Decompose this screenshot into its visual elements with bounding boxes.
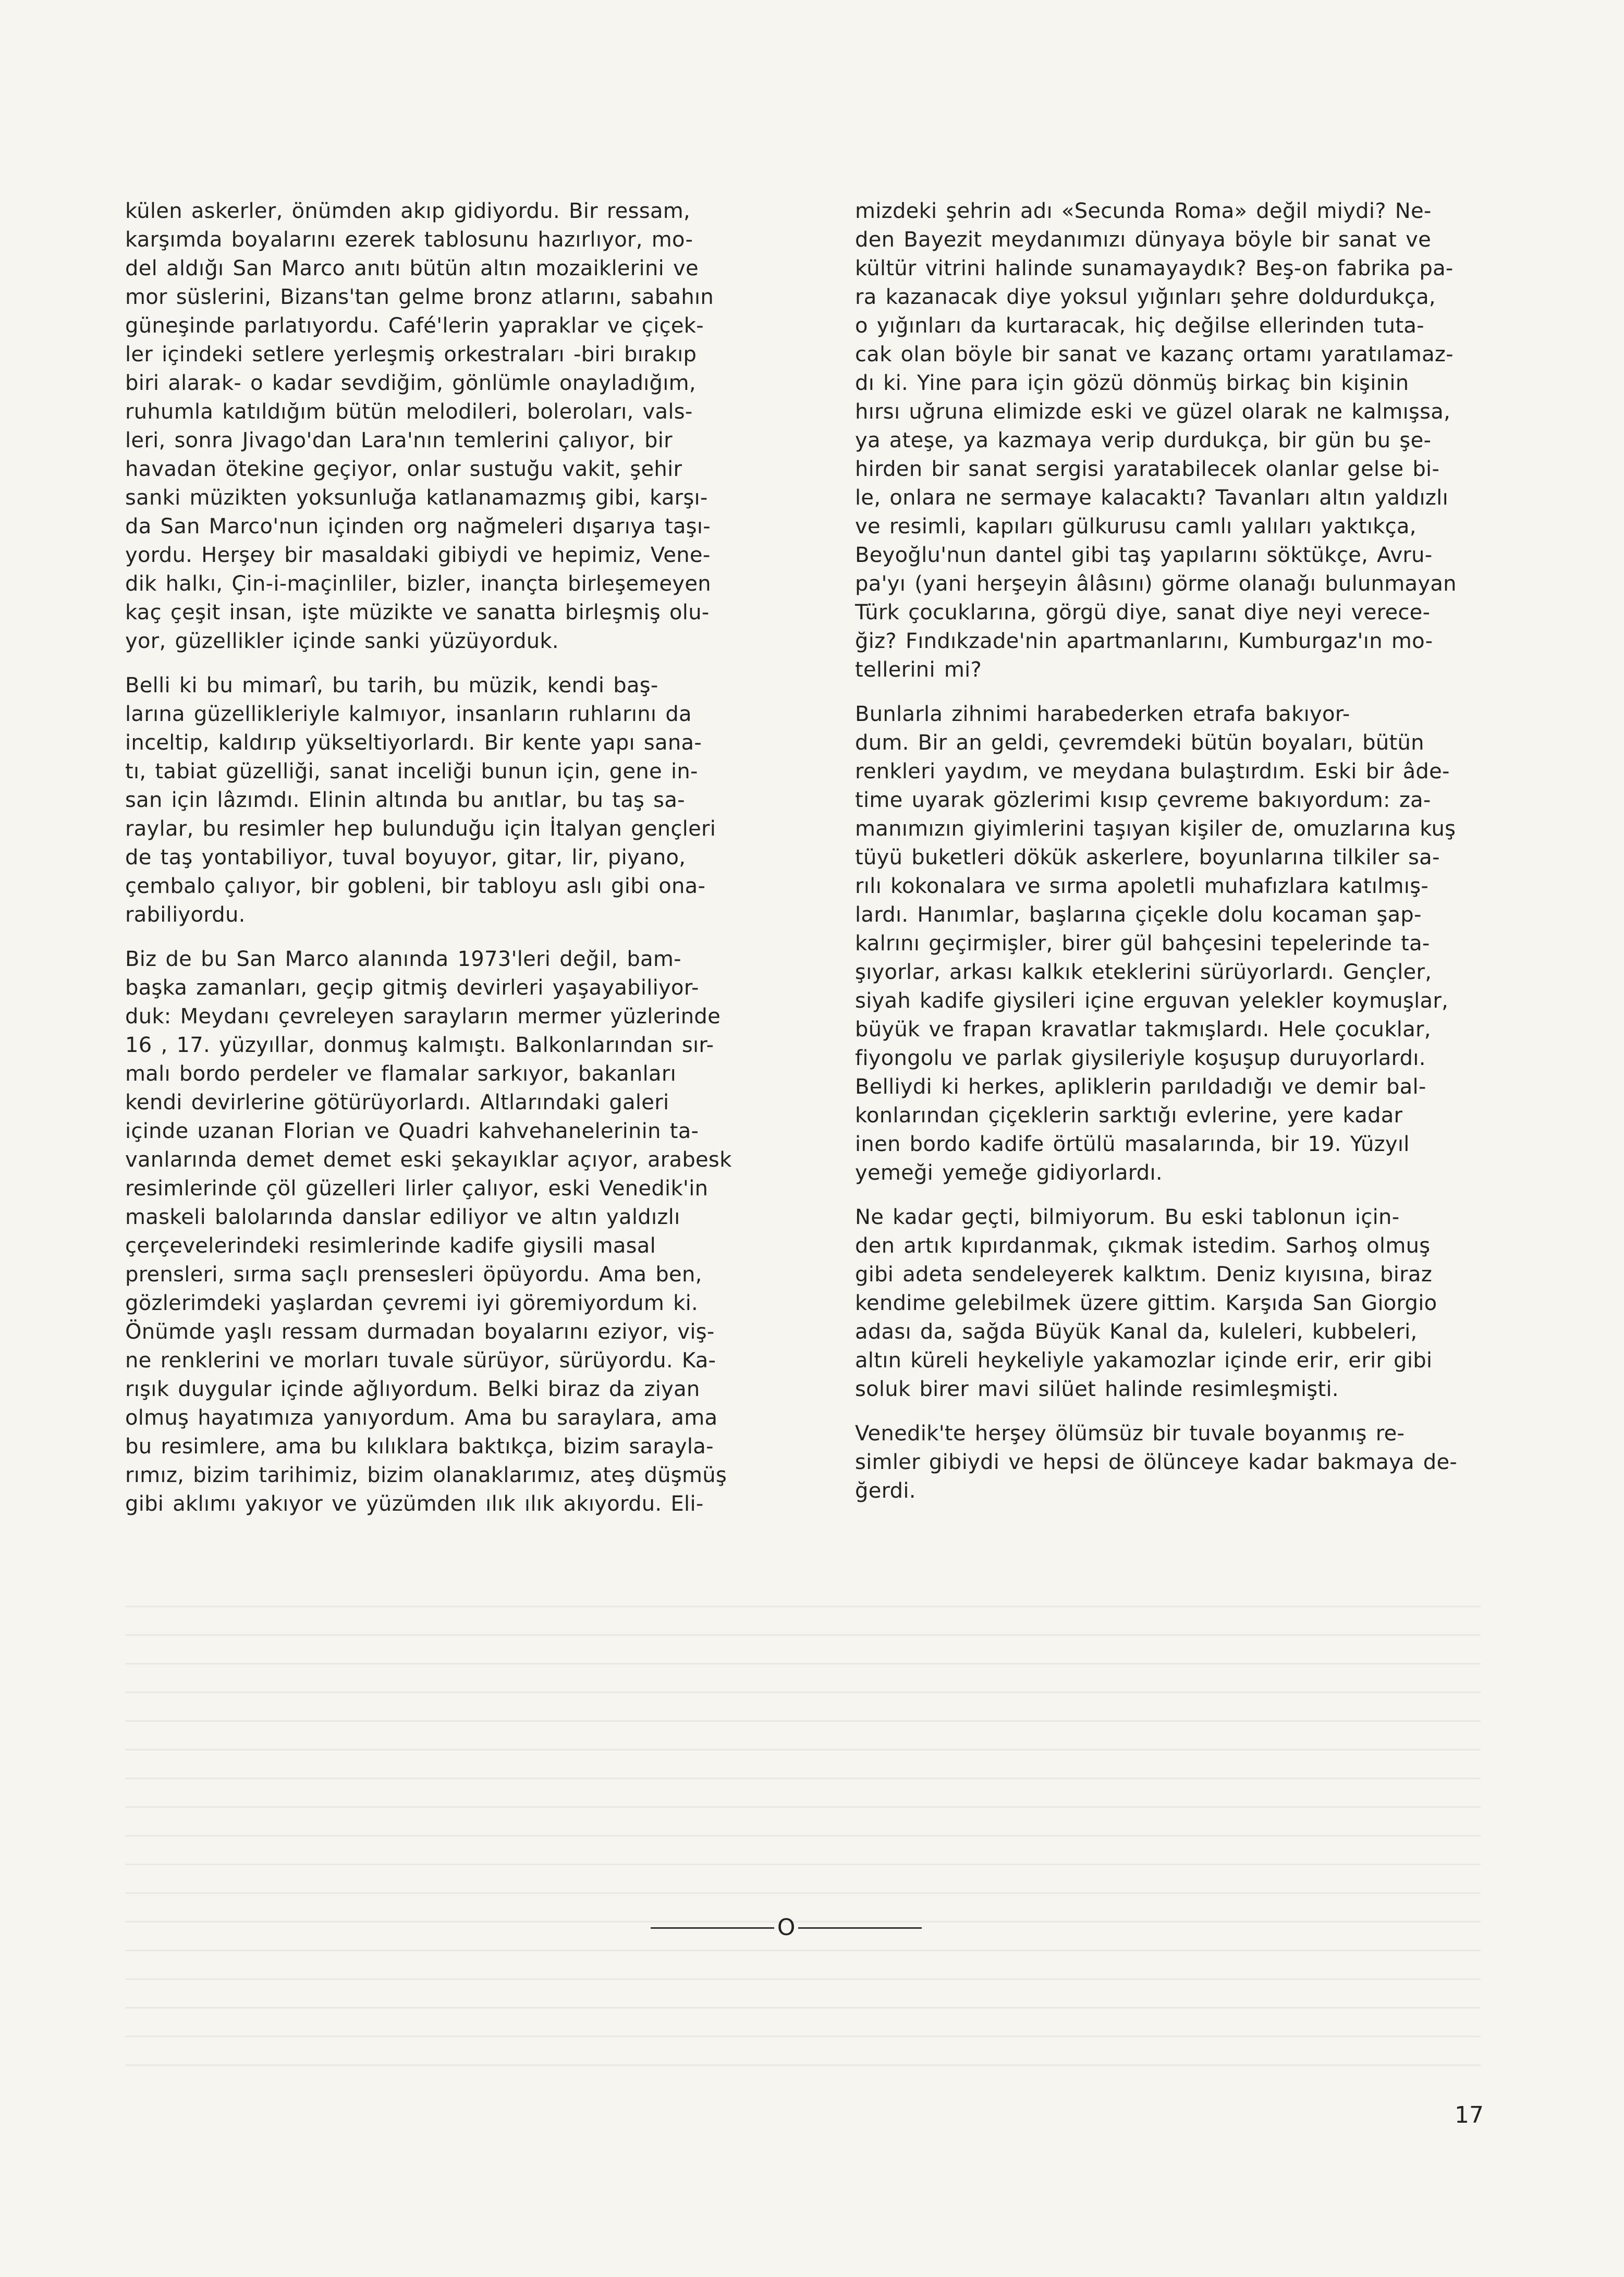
separator-rule-left	[651, 1927, 774, 1929]
left-column	[125, 197, 777, 1534]
separator-rule-right	[798, 1927, 922, 1929]
right-paragraph-1: mizdeki şehrin adı «Secunda Roma» değil miydi? Ne- den Bayezit meydanımızı dünyaya böyle bir sanat ve kültür vitrini halinde sunamayaydık? Beş-on fabrika pa- ra kazanacak diye yoksul yığınları şehre doldurdukça, o yığınları da kurtaracak, hiç değilse ellerinden tuta- cak olan böyle bir sanat ve kazanç ortamı yaratılamaz- dı ki. Yine para için gözü dönmüş birkaç bin kişinin hırsı uğruna elimizde eski ve güzel olarak ne kalmışsa, ya ateşe, ya kazmaya verip durdukça, bir gün bu şe- hirden bir sanat sergisi yaratabilecek olanlar gelse bi- le, onlara ne sermaye kalacaktı? Tavanları altın yaldızlı ve resimli, kapıları gülkurusu camlı yalıları yaktıkça, Beyoğlu'nun dantel gibi taş yapılarını söktükçe, Avru- pa'yı (yani herşeyin âlâsını) görme olanağı bulunmayan Türk çocuklarına, görgü diye, sanat diye neyi verece- ğiz? Fındıkzade'nin apartmanlarını, Kumburgaz'ın mo- tellerini mi?	[855, 199, 1457, 682]
separator-mark: O	[777, 1914, 796, 1941]
right-paragraph-4: Venedik'te herşey ölümsüz bir tuvale boyanmış re- simler gibiydi ve hepsi de ölünceye kadar bakmaya de- ğerdi.	[855, 1422, 1458, 1503]
section-separator	[651, 1912, 922, 1943]
right-paragraph-3: Ne kadar geçti, bilmiyorum. Bu eski tablonun için- den artık kıpırdanmak, çıkmak istedim. Sarhoş olmuş gibi adeta sendeleyerek kalktım. Deniz kıyısına, biraz kendime gelebilmek üzere gittim. Karşıda San Giorgio adası da, sağda Büyük Kanal da, kuleleri, kubbeleri, altın küreli heykeliyle yakamozlar içinde erir, erir gibi soluk birer mavi silüet halinde resimleşmişti.	[855, 1205, 1437, 1401]
right-paragraph-2: Bunlarla zihnimi harabederken etrafa bakıyor- dum. Bir an geldi, çevremdeki bütün boyaları, bütün renkleri yaydım, ve meydana bulaştırdım. Eski bir âde- time uyarak gözlerimi kısıp çevreme bakıyordum: za- manımızın giyimlerini taşıyan kişiler de, omuzlarına kuş tüyü buketleri dökük askerlere, boyunlarına tilkiler sa- rılı kokonalara ve sırma apoletli muhafızlara katılmış- lardı. Hanımlar, başlarına çiçekle dolu kocaman şap- kalrını geçirmişler, birer gül bahçesini tepelerinde ta- şıyorlar, arkası kalkık eteklerini sürüyorlardı. Gençler, siyah kadife giysileri içine erguvan yelekler koymuşlar, büyük ve frapan kravatlar takmışlardı. Hele çocuklar, fiyongolu ve parlak giysileriyle koşuşup duruyorlardı. Belliydi ki herkes, apliklerin parıldadığı ve demir bal- konlarından çiçeklerin sarktığı evlerine, yere kadar inen bordo kadife örtülü masalarında, bir 19. Yüzyıl yemeği yemeğe gidiyorlardı.	[855, 702, 1456, 1185]
right-column	[855, 197, 1486, 1521]
left-paragraph-2: Belli ki bu mimarî, bu tarih, bu müzik, kendi baş- larına güzellikleriyle kalmıyor, insanların ruhlarını da inceltip, kaldırıp yükseltiyorlardı. Bir kente yapı sana- tı, tabiat güzelliği, sanat inceliği bunun için, gene in- san için lâzımdı. Elinin altında bu anıtlar, bu taş sa- raylar, bu resimler hep bulunduğu için İtalyan gençleri de taş yontabiliyor, tuval boyuyor, gitar, lir, piyano, çembalo çalıyor, bir gobleni, bir tabloyu aslı gibi ona- rabiliyordu.	[125, 674, 716, 927]
page-number: 17	[1455, 2102, 1484, 2128]
left-paragraph-1: külen askerler, önümden akıp gidiyordu. Bir ressam, karşımda boyalarını ezerek tablosunu hazırlıyor, mo- del aldığı San Marco anıtı bütün altın mozaiklerini ve mor süslerini, Bizans'tan gelme bronz atlarını, sabahın güneşinde parlatıyordu. Café'lerin yapraklar ve çiçek- ler içindeki setlere yerleşmiş orkestraları -biri bırakıp biri alarak- o kadar sevdiğim, gönlümle onayladığım, ruhumla katıldığım bütün melodileri, boleroları, vals- leri, sonra Jivago'dan Lara'nın temlerini çalıyor, bir havadan ötekine geçiyor, onlar sustuğu vakit, şehir sanki müzikten yoksunluğa katlanamazmış gibi, karşı- da San Marco'nun içinden org nağmeleri dışarıya taşı- yordu. Herşey bir masaldaki gibiydi ve hepimiz, Vene- dik halkı, Çin-i-maçinliler, bizler, inançta birleşemeyen kaç çeşit insan, işte müzikte ve sanatta birleşmiş olu- yor, güzellikler içinde sanki yüzüyorduk.	[125, 199, 714, 653]
show-through-texture	[125, 1606, 1481, 2075]
left-paragraph-3: Biz de bu San Marco alanında 1973'leri değil, bam- başka zamanları, geçip gitmiş devirleri yaşayabiliyor- duk: Meydanı çevreleyen sarayların mermer yüzlerinde 16 , 17. yüzyıllar, donmuş kalmıştı. Balkonlarından sır- malı bordo perdeler ve flamalar sarkıyor, bakanları kendi devirlerine götürüyorlardı. Altlarındaki galeri içinde uzanan Florian ve Quadri kahvehanelerinin ta- vanlarında demet demet eski şekayıklar açıyor, arabesk resimlerinde çöl güzelleri lirler çalıyor, eski Venedik'in maskeli balolarında danslar ediliyor ve altın yaldızlı çerçevelerindeki resimlerinde kadife giysili masal prensleri, sırma saçlı prensesleri öpüyordu. Ama ben, gözlerimdeki yaşlardan çevremi iyi göremiyordum ki. Önümde yaşlı ressam durmadan boyalarını eziyor, viş- ne renklerini ve morları tuvale sürüyor, sürüyordu. Ka- rışık duygular içinde ağlıyordum. Belki biraz da ziyan olmuş hayatımıza yanıyordum. Ama bu saraylara, ama bu resimlere, ama bu kılıklara baktıkça, bizim sarayla- rımız, bizim tarihimiz, bizim olanaklarımız, ateş düşmüş gibi aklımı yakıyor ve yüzümden ılık ılık akıyordu. Eli-	[125, 947, 732, 1516]
